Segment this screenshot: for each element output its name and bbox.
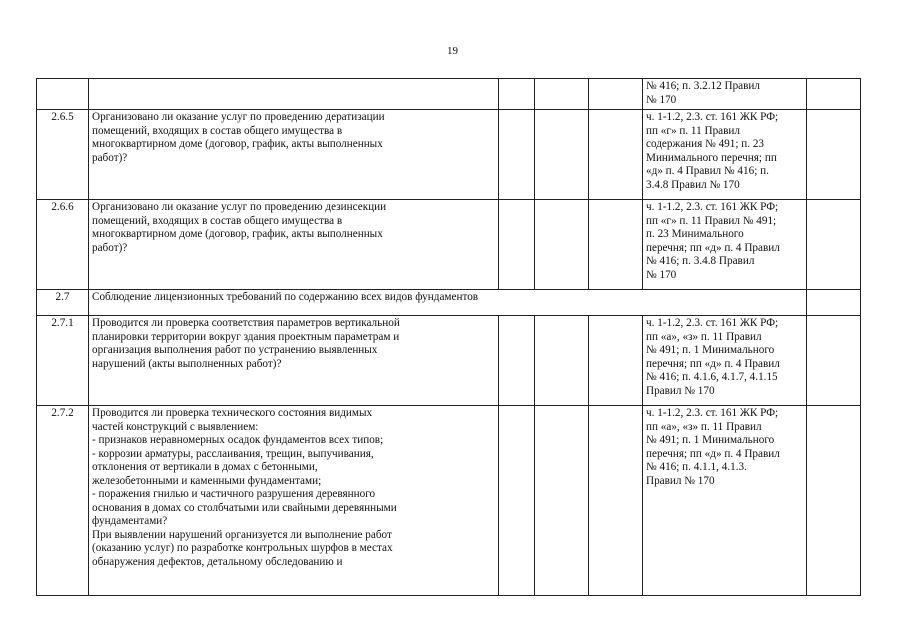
section-title: Соблюдение лицензионных требований по содержанию всех видов фундаментов [89, 290, 807, 316]
reference-line: пп «г» п. 11 Правил № 491; [646, 214, 777, 227]
reference-line: перечня; пп «д» п. 4 Правил [646, 447, 780, 460]
requirement-question [89, 316, 499, 406]
notes-cell [807, 79, 861, 110]
question-line: Организовано ли оказание услуг по проведению дератизации [92, 111, 385, 123]
answer-cell [499, 110, 535, 200]
question-line: Проводится ли проверка технического состояния видимых [92, 407, 373, 419]
question-line: работ)? [92, 241, 128, 254]
question-line: нарушений (акты выполненных работ)? [92, 357, 282, 370]
page-number: 19 [447, 45, 458, 57]
checklist-table [36, 78, 861, 596]
answer-cell [499, 406, 535, 596]
reference-line: Правил № 170 [646, 384, 715, 397]
question-line: (оказанию услуг) по разработке контрольных шурфов в местах [92, 542, 393, 554]
question-line: - коррозии арматуры, расслаивания, трещин, выпучивания, [92, 447, 374, 460]
question-line: основания в домах со столбчатыми или свайными деревянными [92, 501, 397, 514]
table-row [37, 110, 861, 200]
table-row [37, 200, 861, 290]
notes-cell [807, 316, 861, 406]
reference-line: № 416; п. 3.4.8 Правил [646, 255, 755, 267]
question-line: организация выполнения работ по устранению выявленных [92, 344, 378, 356]
reference-line: пп «г» п. 11 Правил [646, 124, 740, 137]
legal-reference [643, 200, 807, 290]
question-line: помещений, входящих в состав общего имущества в [92, 214, 343, 227]
answer-cell [535, 79, 589, 110]
item-number [37, 79, 89, 110]
question-line: При выявлении нарушений организуется ли выполнение работ [92, 528, 392, 541]
notes-cell [807, 406, 861, 596]
reference-line: содержания № 491; п. 23 [646, 138, 765, 150]
answer-cell [589, 406, 643, 596]
answer-cell [589, 200, 643, 290]
item-number: 2.7.2 [37, 406, 89, 596]
legal-reference [643, 110, 807, 200]
question-line: работ)? [92, 151, 128, 164]
table-row [37, 406, 861, 596]
reference-line: перечня; пп «д» п. 4 Правил [646, 241, 780, 254]
question-line: - поражения гнилью и частичного разрушения деревянного [92, 488, 376, 500]
answer-cell [589, 79, 643, 110]
question-line: многоквартирном доме (договор, график, акты выполненных [92, 228, 383, 240]
reference-line: Минимального перечня; пп [646, 151, 777, 164]
requirement-question [89, 406, 499, 596]
requirement-question [89, 79, 499, 110]
question-line: помещений, входящих в состав общего имущества в [92, 124, 343, 137]
item-number: 2.7.1 [37, 316, 89, 406]
answer-cell [535, 110, 589, 200]
reference-line: № 170 [646, 93, 677, 106]
question-line: отклонения от вертикали в домах с бетонными, [92, 461, 318, 473]
notes-cell [807, 200, 861, 290]
reference-line: № 170 [646, 268, 677, 281]
answer-cell [499, 200, 535, 290]
legal-reference [643, 406, 807, 596]
item-number: 2.6.6 [37, 200, 89, 290]
question-line: фундаментами? [92, 515, 168, 527]
notes-cell [807, 110, 861, 200]
question-line: Организовано ли оказание услуг по проведению дезинсекции [92, 201, 387, 213]
reference-line: ч. 1-1.2, 2.3. ст. 161 ЖК РФ; [646, 407, 779, 419]
table-row [37, 79, 861, 110]
question-line: - признаков неравномерных осадок фундаментов всех типов; [92, 434, 384, 446]
requirement-question [89, 110, 499, 200]
question-line: частей конструкций с выявлением: [92, 420, 259, 433]
reference-line: ч. 1-1.2, 2.3. ст. 161 ЖК РФ; [646, 111, 779, 123]
reference-line: перечня; пп «д» п. 4 Правил [646, 357, 780, 370]
answer-cell [535, 200, 589, 290]
answer-cell [535, 406, 589, 596]
reference-line: № 416; п. 4.1.1, 4.1.3. [646, 461, 747, 473]
reference-line: № 491; п. 1 Минимального [646, 344, 775, 356]
reference-line: «д» п. 4 Правил № 416; п. [646, 165, 769, 177]
question-line: железобетонными и каменными фундаментами; [92, 474, 322, 487]
reference-line: ч. 1-1.2, 2.3. ст. 161 ЖК РФ; [646, 201, 779, 213]
empty-cell [807, 290, 861, 316]
reference-line: п. 23 Минимального [646, 228, 744, 240]
reference-line: № 416; п. 4.1.6, 4.1.7, 4.1.15 [646, 371, 778, 383]
table-row [37, 290, 861, 316]
reference-line: ч. 1-1.2, 2.3. ст. 161 ЖК РФ; [646, 317, 779, 329]
requirement-question [89, 200, 499, 290]
legal-reference [643, 79, 807, 110]
reference-line: № 416; п. 3.2.12 Правил [646, 80, 760, 92]
answer-cell [535, 316, 589, 406]
answer-cell [499, 79, 535, 110]
answer-cell [589, 110, 643, 200]
answer-cell [589, 316, 643, 406]
reference-line: пп «а», «з» п. 11 Правил [646, 330, 762, 343]
answer-cell [499, 316, 535, 406]
reference-line: пп «а», «з» п. 11 Правил [646, 420, 762, 433]
question-line: обнаружения дефектов, детальному обследованию и [92, 555, 343, 568]
table-row [37, 316, 861, 406]
reference-line: Правил № 170 [646, 474, 715, 487]
question-line: Проводится ли проверка соответствия параметров вертикальной [92, 317, 400, 329]
question-line: планировки территории вокруг здания проектным параметрам и [92, 330, 400, 343]
item-number: 2.6.5 [37, 110, 89, 200]
item-number: 2.7 [37, 290, 89, 316]
reference-line: 3.4.8 Правил № 170 [646, 178, 740, 191]
reference-line: № 491; п. 1 Минимального [646, 434, 775, 446]
question-line: многоквартирном доме (договор, график, акты выполненных [92, 138, 383, 150]
legal-reference [643, 316, 807, 406]
